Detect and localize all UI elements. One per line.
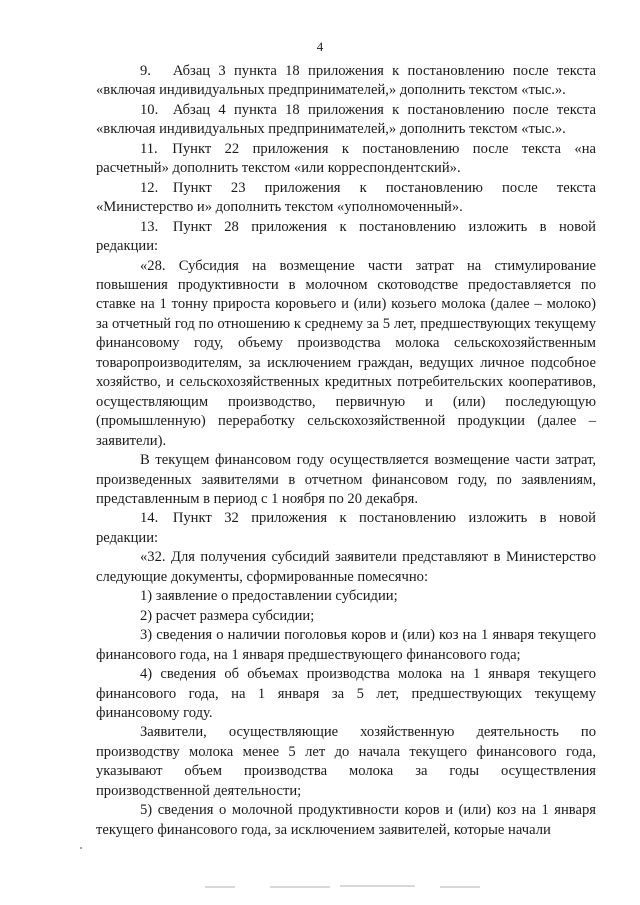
paragraph-clause-28-continued: В текущем финансовом году осуществляется возмещение части затрат, произведенных заявителями в отчетном финансовом году, по заявлениям, представленным в период с 1 ноября по 20 декабря. <box>96 452 596 507</box>
paragraph-clause-28: «28. Субсидия на возмещение части затрат на стимулирование повышения продуктивности в молочном скотоводстве предоставляется по ставке на 1 тонну прироста коровьего и (или) козьего молока (далее – молоко) за отчетный год по отношению к среднему за 5 лет, предшествующих текущему финансовому году, объему производства молока сельскохозяйственным товаропроизводителям, за исключением граждан, ведущих личное подсобное хозяйство, и сельскохозяйственных кредитных потребительских кооперативов, осуществляющим производство, первичную и (или) последующую (промышленную) переработку сельскохозяйственной продукции (далее – заявители). <box>96 257 596 449</box>
list-item-2: 2) расчет размера субсидии; <box>140 607 315 624</box>
paragraph-item-13: 13. Пункт 28 приложения к постановлению изложить в новой редакции: <box>96 218 596 255</box>
paragraph-item-12: 12. Пункт 23 приложения к постановлению после текста «Министерство и» дополнить текстом «уполномоченный». <box>96 179 596 216</box>
paragraph-applicants-note: Заявители, осуществляющие хозяйственную деятельность по производству молока менее 5 лет до начала текущего финансового года, указывают объем производства молока за годы осуществления производственной деятельности; <box>96 724 596 799</box>
scan-artifact <box>340 885 415 887</box>
scan-speck <box>80 847 82 849</box>
paragraph-item-9: 9. Абзац 3 пункта 18 приложения к постановлению после текста «включая индивидуальных предпринимателей,» дополнить текстом «тыс.». <box>96 63 596 99</box>
list-item-4: 4) сведения об объемах производства молока на 1 января текущего финансового года, на 1 января за 5 лет, предшествующих текущему финансовому году. <box>96 666 596 721</box>
list-item-5: 5) сведения о молочной продуктивности коров и (или) коз на 1 января текущего финансового года, за исключением заявителей, которые начали <box>96 802 596 838</box>
paragraph-item-14: 14. Пункт 32 приложения к постановлению изложить в новой редакции: <box>96 510 596 546</box>
paragraph-clause-32: «32. Для получения субсидий заявители представляют в Министерство следующие документы, сформированные помесячно: <box>96 549 596 585</box>
page-number: 4 <box>316 39 324 54</box>
scan-artifact <box>270 886 330 888</box>
scan-artifact <box>205 886 235 888</box>
document-body <box>96 62 596 840</box>
paragraph-item-11: 11. Пункт 22 приложения к постановлению после текста «на расчетный» дополнить текстом «или корреспондентский». <box>96 140 596 177</box>
paragraph-item-10: 10. Абзац 4 пункта 18 приложения к постановлению после текста «включая индивидуальных предпринимателей,» дополнить текстом «тыс.». <box>96 101 596 138</box>
list-item-1: 1) заявление о предоставлении субсидии; <box>140 588 398 605</box>
scan-artifact <box>440 886 480 888</box>
list-item-3: 3) сведения о наличии поголовья коров и (или) коз на 1 января текущего финансового года, на 1 января предшествующего финансового года; <box>96 627 596 663</box>
